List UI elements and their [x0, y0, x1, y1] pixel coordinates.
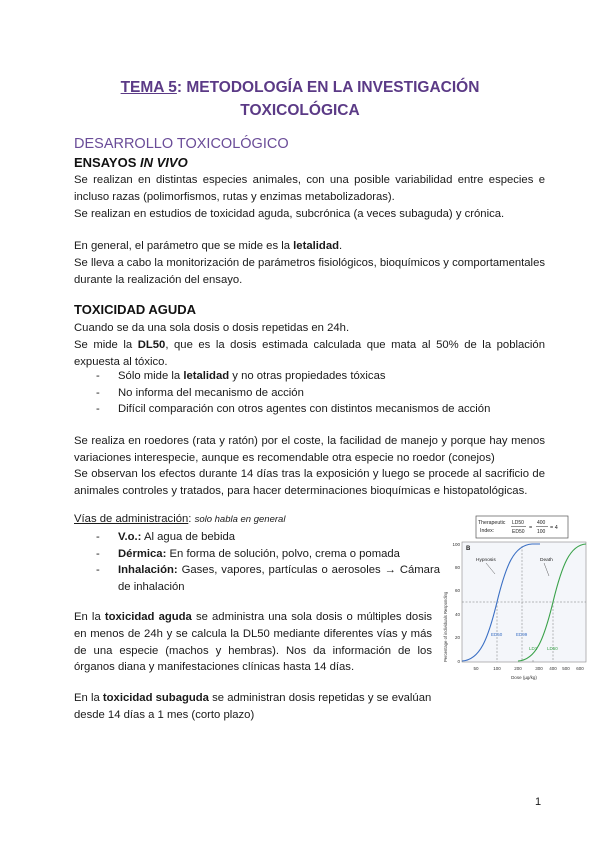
title-rest: : METODOLOGÍA EN LA INVESTIGACIÓN — [176, 79, 480, 96]
ld50-label: LD50 — [547, 646, 558, 651]
x-tick: 500 — [562, 666, 570, 671]
ensayos-paragraph-3 — [74, 238, 545, 255]
resumen-paragraph-aguda — [74, 609, 432, 676]
text-span: En la — [74, 692, 103, 704]
ensayos-paragraph-1: Se realizan en distintas especies animales, con una posible variabilidad entre especies e incluso razas (polimorfismos, rutas y enzimas metabolizadoras). — [74, 174, 545, 203]
y-tick: 40 — [454, 612, 460, 617]
x-tick: 600 — [576, 666, 584, 671]
text-span: Se mide la — [74, 339, 138, 351]
x-tick-labels — [473, 666, 584, 671]
text-span: . — [339, 240, 343, 252]
dose-response-figure — [440, 514, 592, 682]
x-tick: 400 — [549, 666, 557, 671]
list-item — [92, 546, 440, 563]
text-span: : — [188, 513, 195, 525]
ti-frac-den: 100 — [537, 529, 546, 535]
ti-label-1: Therapeutic — [478, 520, 506, 526]
x-axis-label: Dose (µg/kg) — [511, 675, 537, 680]
x-tick: 100 — [493, 666, 501, 671]
text-span: se administra una sola dosis o múltiples dosis en menos de 24h y se calcula la DL50 mediante diferentes vías y más de una especie (machos y hembras). Nos da información de los órganos diana y manifestaciones clínicas hasta 14 días. — [74, 611, 433, 674]
panel-letter: B — [466, 546, 471, 552]
dl50-bold: DL50 — [137, 339, 166, 351]
ti-equals: = — [529, 525, 533, 531]
y-tick: 20 — [454, 635, 460, 640]
text-span: Sólo mide la — [118, 370, 184, 382]
document-title-line2: TOXICOLÓGICA — [240, 102, 360, 119]
page-number: 1 — [535, 796, 542, 808]
text-span: se administran dosis repetidas y se evalúan desde 14 días a 1 mes (corto plazo) — [74, 692, 432, 721]
document-title-line1 — [60, 76, 540, 99]
ed99-label: ED99 — [516, 632, 528, 637]
hypnosis-label: Hypnosis — [476, 558, 496, 563]
aguda-paragraph-3: Se realiza en roedores (rata y ratón) por el coste, la facilidad de manejo y porque hay menos variaciones interespecie, aunque es recomendable otra especie no roedor (conejos) — [74, 435, 545, 464]
via-text: En forma de solución, polvo, crema o pomada — [166, 547, 400, 560]
ti-frac-num: 400 — [537, 520, 546, 526]
section-heading: DESARROLLO TOXICOLÓGICO — [74, 136, 289, 152]
text-span: y no otras propiedades tóxicas — [229, 370, 386, 382]
ed50-label: ED50 — [491, 632, 503, 637]
subheading-toxicidad-aguda: TOXICIDAD AGUDA — [74, 302, 197, 317]
x-tick: 200 — [514, 666, 522, 671]
text-span: En la — [74, 611, 105, 623]
list-item: - Difícil comparación con otros agentes con distintos mecanismos de acción — [92, 401, 490, 418]
ensayos-paragraph-2: Se realizan en estudios de toxicidad aguda, subcrónica (a veces subaguda) y crónica. — [74, 208, 505, 220]
y-axis-label: Percentage of individuals Responding — [443, 591, 448, 662]
list-item — [92, 368, 490, 385]
vias-title-text: Vías de administración — [74, 513, 189, 525]
aguda-paragraph-1: Cuando se da una sola dosis o dosis repetidas en 24h. — [74, 322, 350, 334]
y-tick: 80 — [454, 565, 460, 570]
list-item — [92, 529, 440, 546]
via-text: Gases, vapores, partículas o aerosoles → Cámara de inhalación — [118, 564, 440, 593]
x-tick: 300 — [535, 666, 543, 671]
vias-title — [74, 513, 285, 525]
ti-result: = 4 — [550, 525, 558, 531]
via-label: Inhalación: — [118, 564, 178, 576]
aguda-bullet-list — [92, 368, 490, 418]
ti-numerator: LD50 — [512, 520, 524, 526]
x-tick: 50 — [473, 666, 479, 671]
ensayos-paragraph-4: Se lleva a cabo la monitorización de parámetros fisiológicos, bioquímicos y comportamentales durante la realización del ensayo. — [74, 257, 545, 286]
subheading-ensayos — [74, 155, 188, 170]
tema-label: TEMA 5 — [120, 79, 177, 96]
ti-label-2: Index: — [480, 528, 495, 534]
vias-list — [92, 529, 440, 595]
list-item: - No informa del mecanismo de acción — [92, 385, 490, 402]
vias-note: solo habla en general — [194, 514, 286, 525]
ensayos-heading-bold: ENSAYOS — [74, 155, 140, 170]
via-label: V.o.: — [118, 531, 142, 543]
y-tick: 60 — [454, 588, 460, 593]
resumen-paragraph-subaguda — [74, 690, 432, 724]
y-tick: 0 — [457, 659, 460, 664]
list-item — [92, 562, 440, 595]
ld1-label: LD1 — [529, 646, 538, 651]
text-span: En general, el parámetro que se mide es la — [74, 240, 294, 252]
letalidad-bold: letalidad — [293, 240, 339, 252]
letalidad-bold: letalidad — [183, 370, 230, 382]
aguda-paragraph-4: Se observan los efectos durante 14 días tras la exposición y luego se procede al sacrificio de animales controles y tratados, para hacer determinaciones bioquímicas e histopatológicas. — [74, 468, 545, 497]
aguda-paragraph-2 — [74, 337, 545, 371]
ti-denominator: ED50 — [512, 529, 525, 535]
text-span: , que es la dosis estimada calculada que mata al 50% de la población expuesta al tóxico. — [74, 339, 546, 368]
dose-response-svg — [440, 514, 592, 682]
y-tick-labels — [452, 542, 460, 664]
via-text: Al agua de bebida — [141, 531, 236, 543]
y-tick: 100 — [452, 542, 460, 547]
toxicidad-subaguda-bold: toxicidad subaguda — [102, 692, 209, 704]
via-label: Dérmica: — [118, 547, 167, 560]
toxicidad-aguda-bold: toxicidad aguda — [104, 611, 192, 623]
death-label: Death — [540, 558, 553, 563]
ensayos-heading-italic: IN VIVO — [140, 155, 188, 170]
